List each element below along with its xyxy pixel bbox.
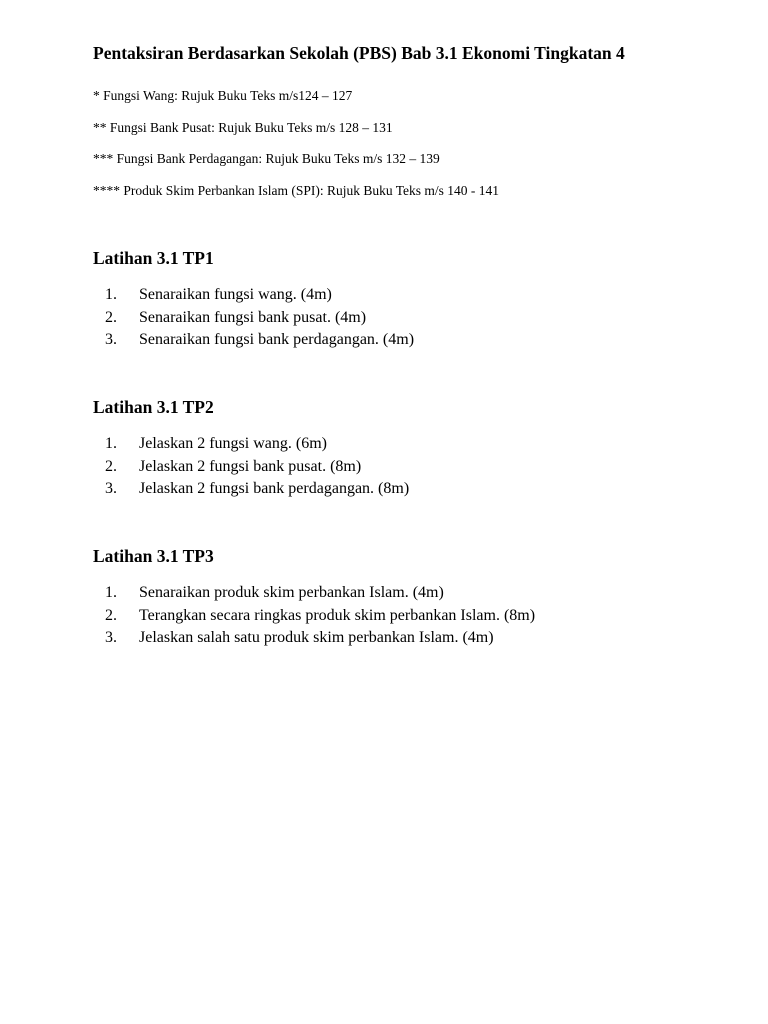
question-item <box>93 627 535 650</box>
question-list <box>93 433 409 501</box>
note-fungsi-wang: * Fungsi Wang: Rujuk Buku Teks m/s124 – 127 <box>93 88 353 103</box>
question-number: 2. <box>105 308 117 326</box>
question-number: 1. <box>105 584 117 601</box>
question-item <box>93 605 535 628</box>
question-number: 1. <box>105 286 117 303</box>
reference-notes <box>93 86 499 212</box>
question-number: 3. <box>105 331 117 348</box>
question-text: Jelaskan salah satu produk skim perbankan Islam. (4m) <box>139 629 494 646</box>
section-latihan-tp3 <box>93 544 535 650</box>
question-text: Senaraikan fungsi wang. (4m) <box>139 286 332 303</box>
question-item <box>93 307 414 330</box>
question-text: Jelaskan 2 fungsi wang. (6m) <box>139 435 327 452</box>
question-list <box>93 582 535 650</box>
question-item <box>93 329 414 352</box>
page-title: Pentaksiran Berdasarkan Sekolah (PBS) Bab 3.1 Ekonomi Tingkatan 4 <box>93 43 625 63</box>
section-latihan-tp1 <box>93 246 414 352</box>
question-item <box>93 582 535 605</box>
question-number: 3. <box>105 480 117 497</box>
question-text: Senaraikan fungsi bank pusat. (4m) <box>139 308 367 326</box>
question-number: 2. <box>105 457 117 475</box>
section-latihan-tp2 <box>93 395 409 501</box>
question-item <box>93 284 414 307</box>
question-item <box>93 433 409 456</box>
question-item <box>93 456 409 479</box>
question-text: Jelaskan 2 fungsi bank pusat. (8m) <box>139 457 362 475</box>
question-text: Senaraikan fungsi bank perdagangan. (4m) <box>139 331 415 348</box>
question-text: Terangkan secara ringkas produk skim perbankan Islam. (8m) <box>139 606 536 624</box>
question-text: Jelaskan 2 fungsi bank perdagangan. (8m) <box>139 480 410 497</box>
question-list <box>93 284 414 352</box>
section-heading: Latihan 3.1 TP1 <box>93 248 214 268</box>
note-fungsi-bank-perdagangan: *** Fungsi Bank Perdagangan: Rujuk Buku Teks m/s 132 – 139 <box>93 151 440 166</box>
question-number: 1. <box>105 435 117 452</box>
question-item <box>93 478 409 501</box>
note-produk-spi: **** Produk Skim Perbankan Islam (SPI): Rujuk Buku Teks m/s 140 - 141 <box>93 182 500 198</box>
note-fungsi-bank-pusat: ** Fungsi Bank Pusat: Rujuk Buku Teks m/s 128 – 131 <box>93 119 393 135</box>
section-heading: Latihan 3.1 TP3 <box>93 546 214 566</box>
question-text: Senaraikan produk skim perbankan Islam. (4m) <box>139 584 444 601</box>
section-heading: Latihan 3.1 TP2 <box>93 397 214 417</box>
question-number: 3. <box>105 629 117 646</box>
question-number: 2. <box>105 606 117 624</box>
